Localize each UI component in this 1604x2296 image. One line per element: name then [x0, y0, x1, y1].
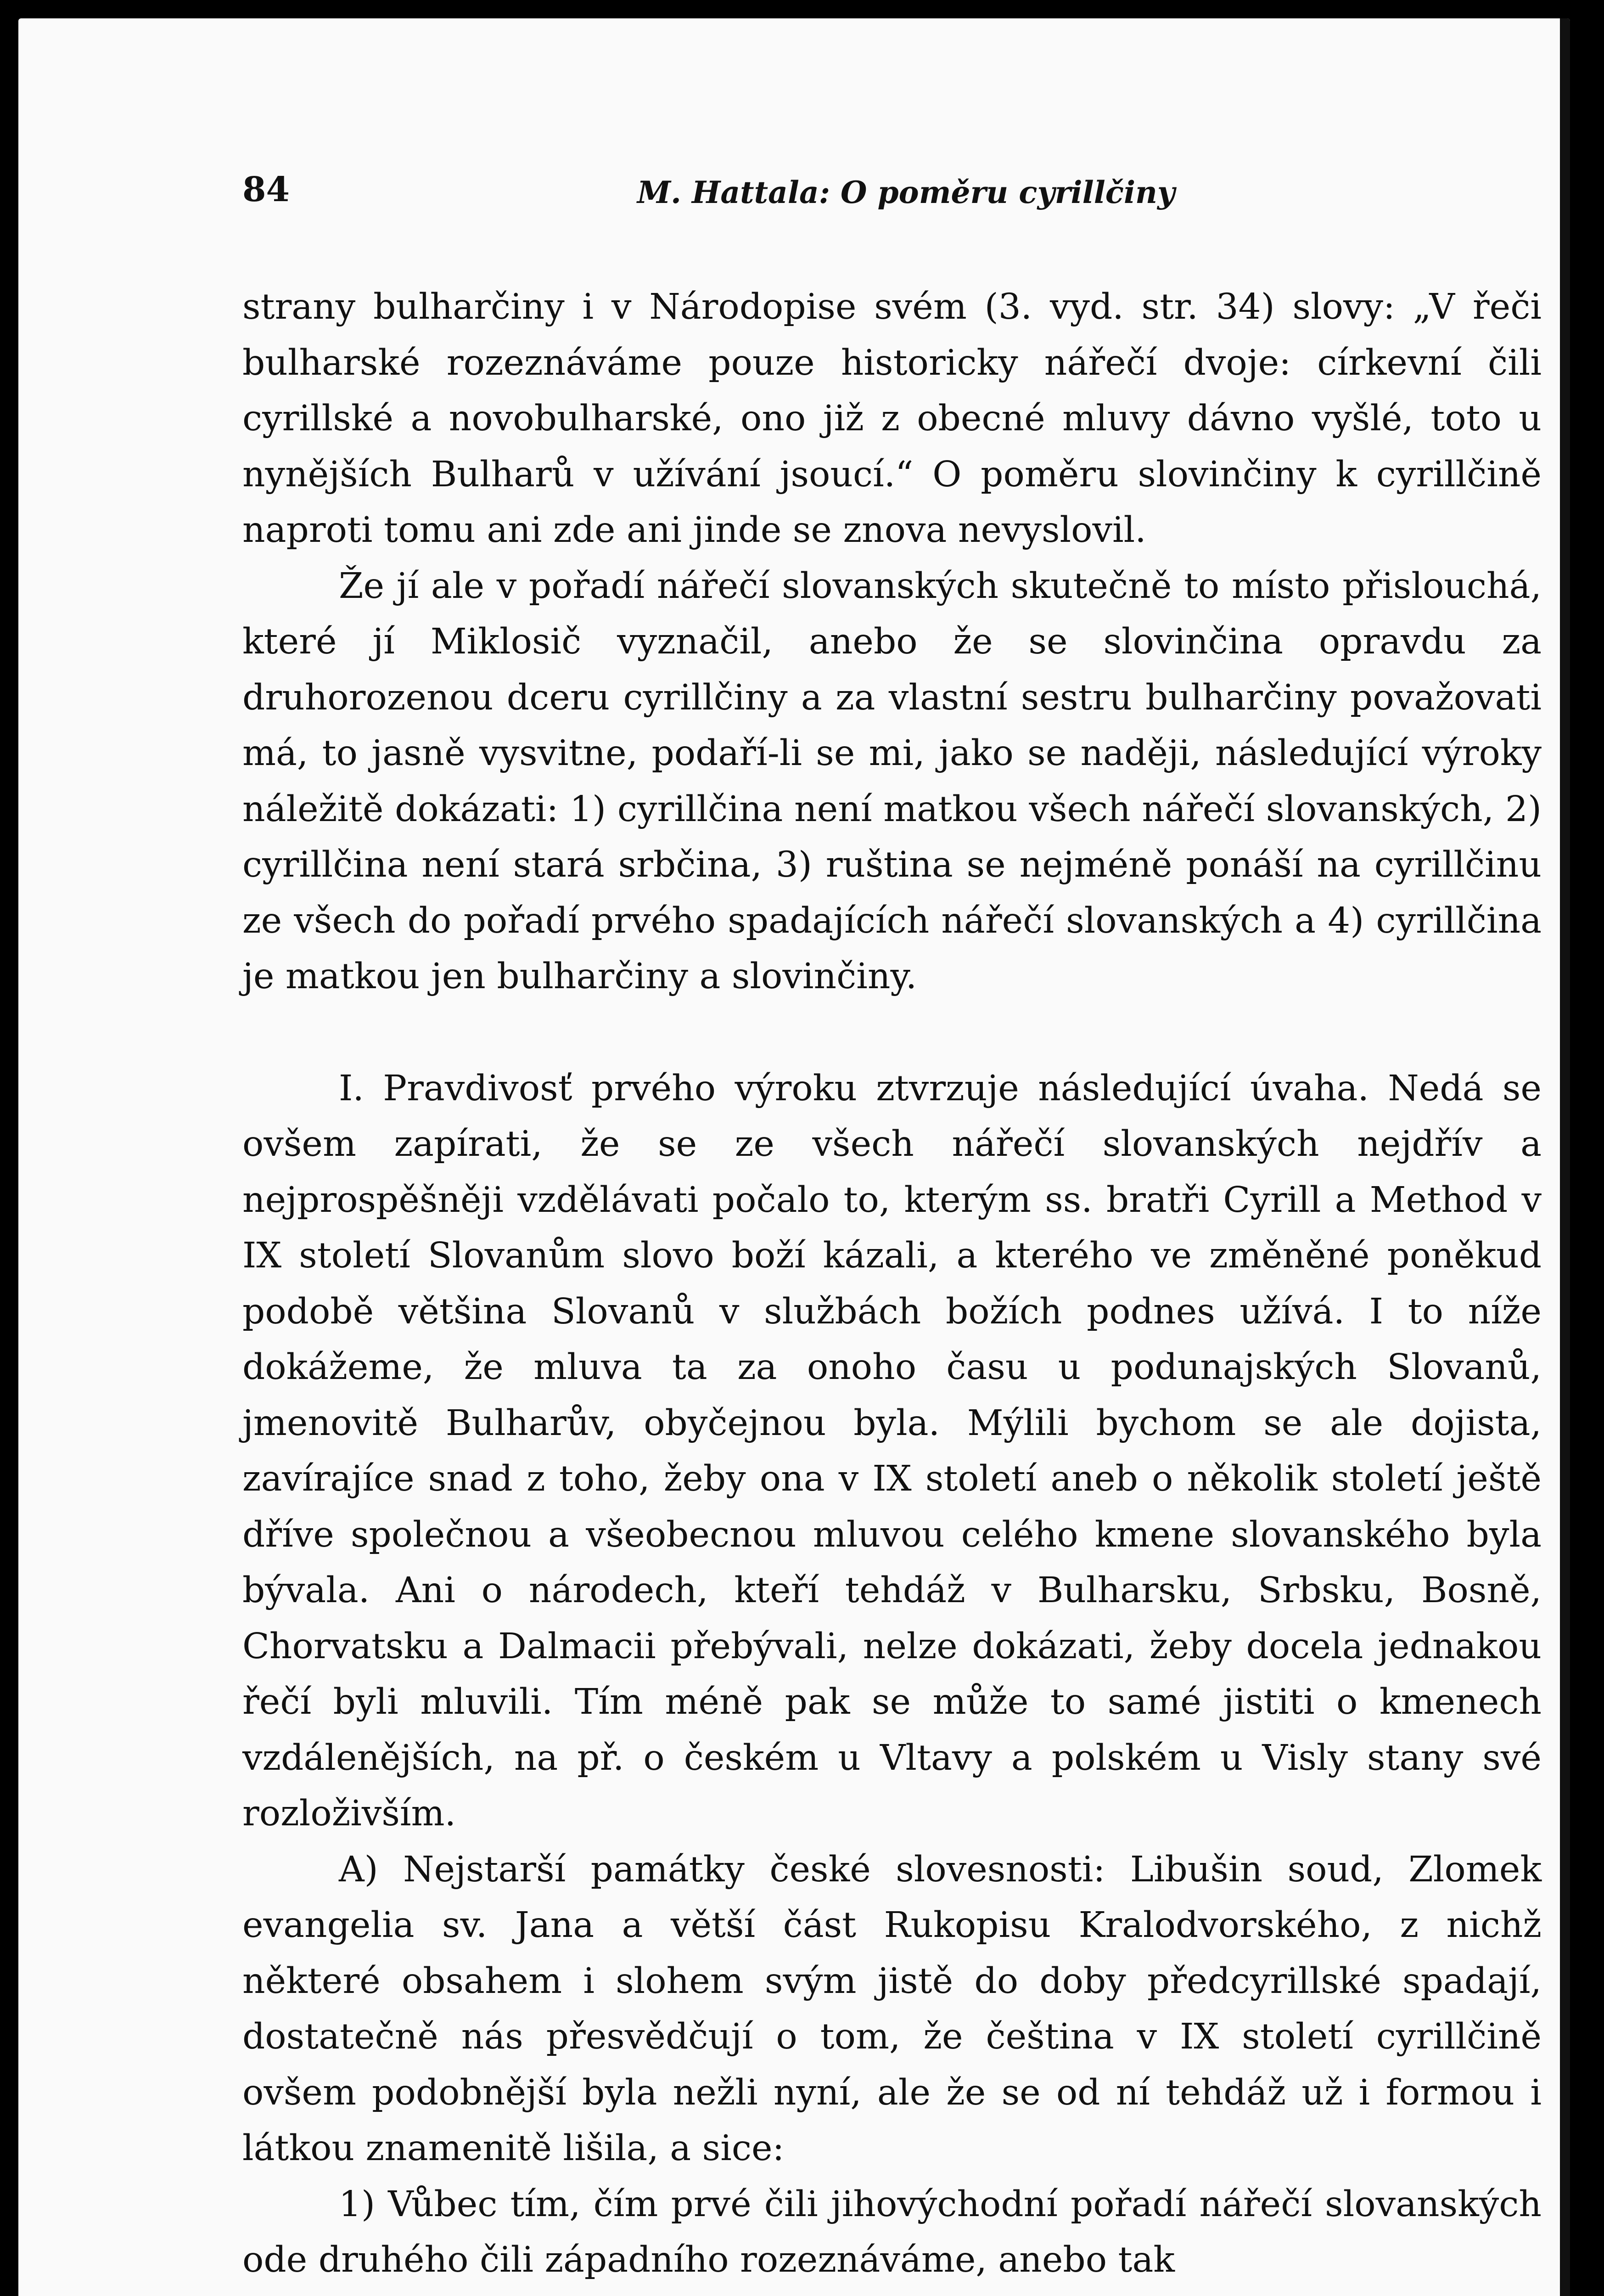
body-text: [242, 279, 1542, 2288]
paragraph-5: 1) Vůbec tím, čím prvé čili jihovýchodní pořadí nářečí slovanských ode druhého čili západního rozeznáváme, anebo tak: [242, 2183, 1542, 2280]
running-head: M. Hattala: O poměru cyrillčiny: [637, 174, 1175, 210]
page-header: [242, 170, 1542, 225]
page-edge-shadow: [1560, 18, 1570, 2296]
paragraph-2: Že jí ale v pořadí nářečí slovanských skutečně to místo přislouchá, které jí Miklosič vyznačil, anebo že se slovinčina opravdu za druhorozenou dceru cyrillčiny a za vlastní sestru bulharčiny považovati má, to jasně vysvitne, podaří-li se mi, jako se naději, následující výroky náležitě dokázati: 1) cyrillčina není matkou všech nářečí slovanských, 2) cyrillčina není stará srbčina, 3) ruština se nejméně ponáší na cyrillčinu ze všech do pořadí prvého spadajících nářečí slovanských a 4) cyrillčina je matkou jen bulharčiny a slovinčiny.: [242, 565, 1542, 997]
paragraph-3: I. Pravdivosť prvého výroku ztvrzuje následující úvaha. Nedá se ovšem zapírati, že se ze všech nářečí slovanských nejdřív a nejprospěšněji vzdělávati počalo to, kterým ss. bratři Cyrill a Method v IX století Slovanům slovo boží kázali, a kterého ve změněné poněkud podobě většina Slovanů v službách božích podnes užívá. I to níže dokážeme, že mluva ta za onoho času u podunajských Slovanů, jmenovitě Bulharův, obyčejnou byla. Mýlili bychom se ale dojista, zavírajíce snad z toho, žeby ona v IX století aneb o několik století ještě dříve společnou a všeobecnou mluvou celého kmene slovanského byla bývala. Ani o národech, kteří tehdáž v Bulharsku, Srbsku, Bosně, Chorvatsku a Dalmacii přebývali, nelze dokázati, žeby docela jednakou řečí byli mluvili. Tím méně pak se může to samé jistiti o kmenech vzdálenějších, na př. o českém u Vltavy a polském u Visly stany své rozloživším.: [242, 1068, 1542, 1834]
paragraph-4: A) Nejstarší památky české slovesnosti: Libušin soud, Zlomek evangelia sv. Jana a větší část Rukopisu Kralodvorského, z nichž některé obsahem i slohem svým jistě do doby předcyrillské spadají, dostatečně nás přesvědčují o tom, že čeština v IX století cyrillčině ovšem podobnější byla nežli nyní, ale že se od ní tehdáž už i formou i látkou znamenitě lišila, a sice:: [242, 1849, 1542, 2169]
page-number: 84: [242, 170, 290, 209]
book-page: [18, 18, 1570, 2296]
paragraph-1: strany bulharčiny i v Národopise svém (3. vyd. str. 34) slovy: „V řeči bulharské rozeznáváme pouze historicky nářečí dvoje: církevní čili cyrillské a novobulharské, ono již z obecné mluvy dávno vyšlé, toto u nynějších Bulharů v užívání jsoucí.“ O poměru slovinčiny k cyrillčině naproti tomu ani zde ani jinde se znova nevyslovil.: [242, 287, 1542, 551]
